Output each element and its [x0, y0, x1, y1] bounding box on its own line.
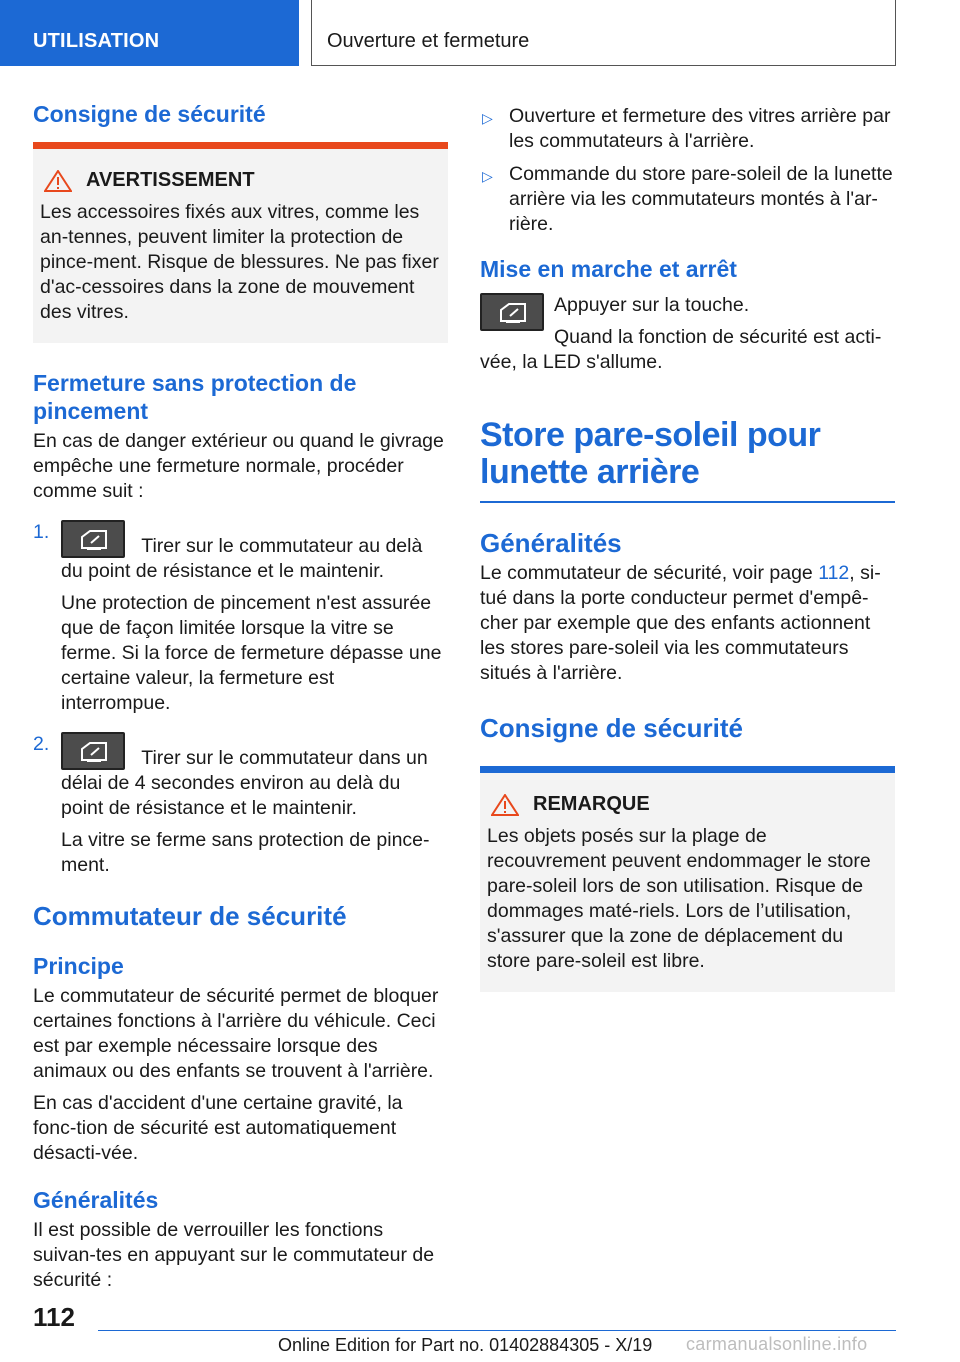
footer-rule: [98, 1330, 896, 1331]
principle-text-2: En cas d'accident d'une certaine gravité, la fonc-tion de sécurité est automatiquement désacti-vée.: [33, 1092, 403, 1164]
watermark: carmanualsonline.info: [686, 1334, 868, 1354]
onoff-text-1: Appuyer sur la touche.: [554, 294, 750, 316]
window-switch-icon: [480, 293, 544, 331]
list-item: [480, 104, 895, 154]
remark-box: [480, 766, 895, 992]
locked-functions-list: [480, 104, 895, 237]
switch-heading: Commutateur de sécurité: [33, 901, 347, 931]
section-tab: UTILISATION: [0, 0, 299, 66]
page-header: [0, 0, 960, 66]
window-switch-icon: [61, 732, 125, 770]
left-column: [33, 100, 448, 1300]
remark-title-row: [487, 793, 887, 816]
store-heading: Store pare-soleil pour lunette arrière: [480, 416, 821, 491]
warning-text: Les accessoires fixés aux vitres, comme les an-tennes, peuvent limiter la protection de pince-ment. Risque de blessures. Ne pas fixer d'ac-cessoires dans la zone de mouvement des vitres.: [40, 201, 439, 323]
list-item-text: Ouverture et fermeture des vitres arrière par les commutateurs à l'arrière.: [509, 105, 891, 152]
store-general-text: [480, 561, 895, 686]
page-number: 112: [33, 1302, 75, 1332]
store-general-heading: Généralités: [480, 528, 622, 558]
step-text-content: Tirer sur le commutateur dans un délai de 4 secondes environ au delà du point de résistance et le maintenir.: [61, 747, 428, 819]
warning-triangle-icon: [44, 170, 72, 192]
step-item: [33, 732, 448, 878]
chapter-title: Ouverture et fermeture: [311, 0, 896, 66]
list-item-text: Commande du store pare-soleil de la lunette arrière via les commutateurs montés à l'ar-rière.: [509, 163, 893, 235]
list-item: [480, 162, 895, 237]
warning-title-row: [40, 169, 440, 192]
step-note: Une protection de pincement n'est assurée que de façon limitée lorsque la vitre se ferme. Si la force de fermeture dépasse une certaine valeur, la fermeture est interrompue.: [61, 592, 442, 714]
general-heading: Généralités: [33, 1187, 159, 1213]
remark-text: Les objets posés sur la plage de recouvrement peuvent endommager le store pare-soleil lors de son utilisation. Risque de dommages maté-riels. Lors de l’utilisation, s'assurer que la zone de déplacement du store pare-soleil est libre.: [487, 825, 871, 972]
heading-rule: [480, 501, 895, 503]
onoff-heading: Mise en marche et arrêt: [480, 256, 737, 282]
step-text-content: Tirer sur le commutateur au delà du point de résistance et le maintenir.: [61, 535, 423, 582]
step-number: 1.: [33, 521, 50, 543]
store-safety-heading: Consigne de sécurité: [480, 713, 743, 743]
triangle-bullet-icon: ▷: [482, 168, 493, 184]
warning-box: [33, 142, 448, 343]
closing-intro: En cas de danger extérieur ou quand le givrage empêche une fermeture normale, procéder comme suit :: [33, 430, 444, 502]
onoff-text-2: Quand la fonction de sécurité est acti-vée, la LED s'allume.: [480, 326, 882, 373]
closing-heading: Fermeture sans protection de pincement: [33, 370, 357, 424]
warning-title: AVERTISSEMENT: [86, 169, 255, 191]
step-text: [61, 732, 448, 821]
page-link[interactable]: 112: [818, 562, 850, 584]
general-text: Il est possible de verrouiller les fonctions suivan-tes en appuyant sur le commutateur de sécurité :: [33, 1219, 435, 1291]
principle-heading: Principe: [33, 953, 124, 979]
edition-text: Online Edition for Part no. 01402884305 - X/19: [278, 1335, 653, 1355]
principle-text-1: Le commutateur de sécurité permet de bloquer certaines fonctions à l'arrière du véhicule. Ceci est par exemple nécessaire lorsque des animaux ou des enfants se trouvent à l'arrière.: [33, 985, 439, 1082]
onoff-block: [480, 293, 895, 375]
step-note: La vitre se ferme sans protection de pince-ment.: [61, 829, 430, 876]
step-item: [33, 520, 448, 716]
triangle-bullet-icon: ▷: [482, 110, 493, 126]
warning-triangle-icon: [491, 794, 519, 816]
general-text-after: , si-tué dans la porte conducteur permet d'empê-cher par exemple que des enfants actionnent les stores pare-soleil via les commutateurs situés à l'arrière.: [480, 562, 881, 684]
step-text: [61, 520, 448, 584]
remark-title: REMARQUE: [533, 793, 650, 815]
step-number: 2.: [33, 733, 50, 755]
steps-list: [33, 520, 448, 878]
safety-heading: Consigne de sécurité: [33, 101, 266, 127]
window-switch-icon: [61, 520, 125, 558]
right-column: [480, 104, 895, 992]
general-text-before: Le commutateur de sécurité, voir page: [480, 562, 819, 584]
